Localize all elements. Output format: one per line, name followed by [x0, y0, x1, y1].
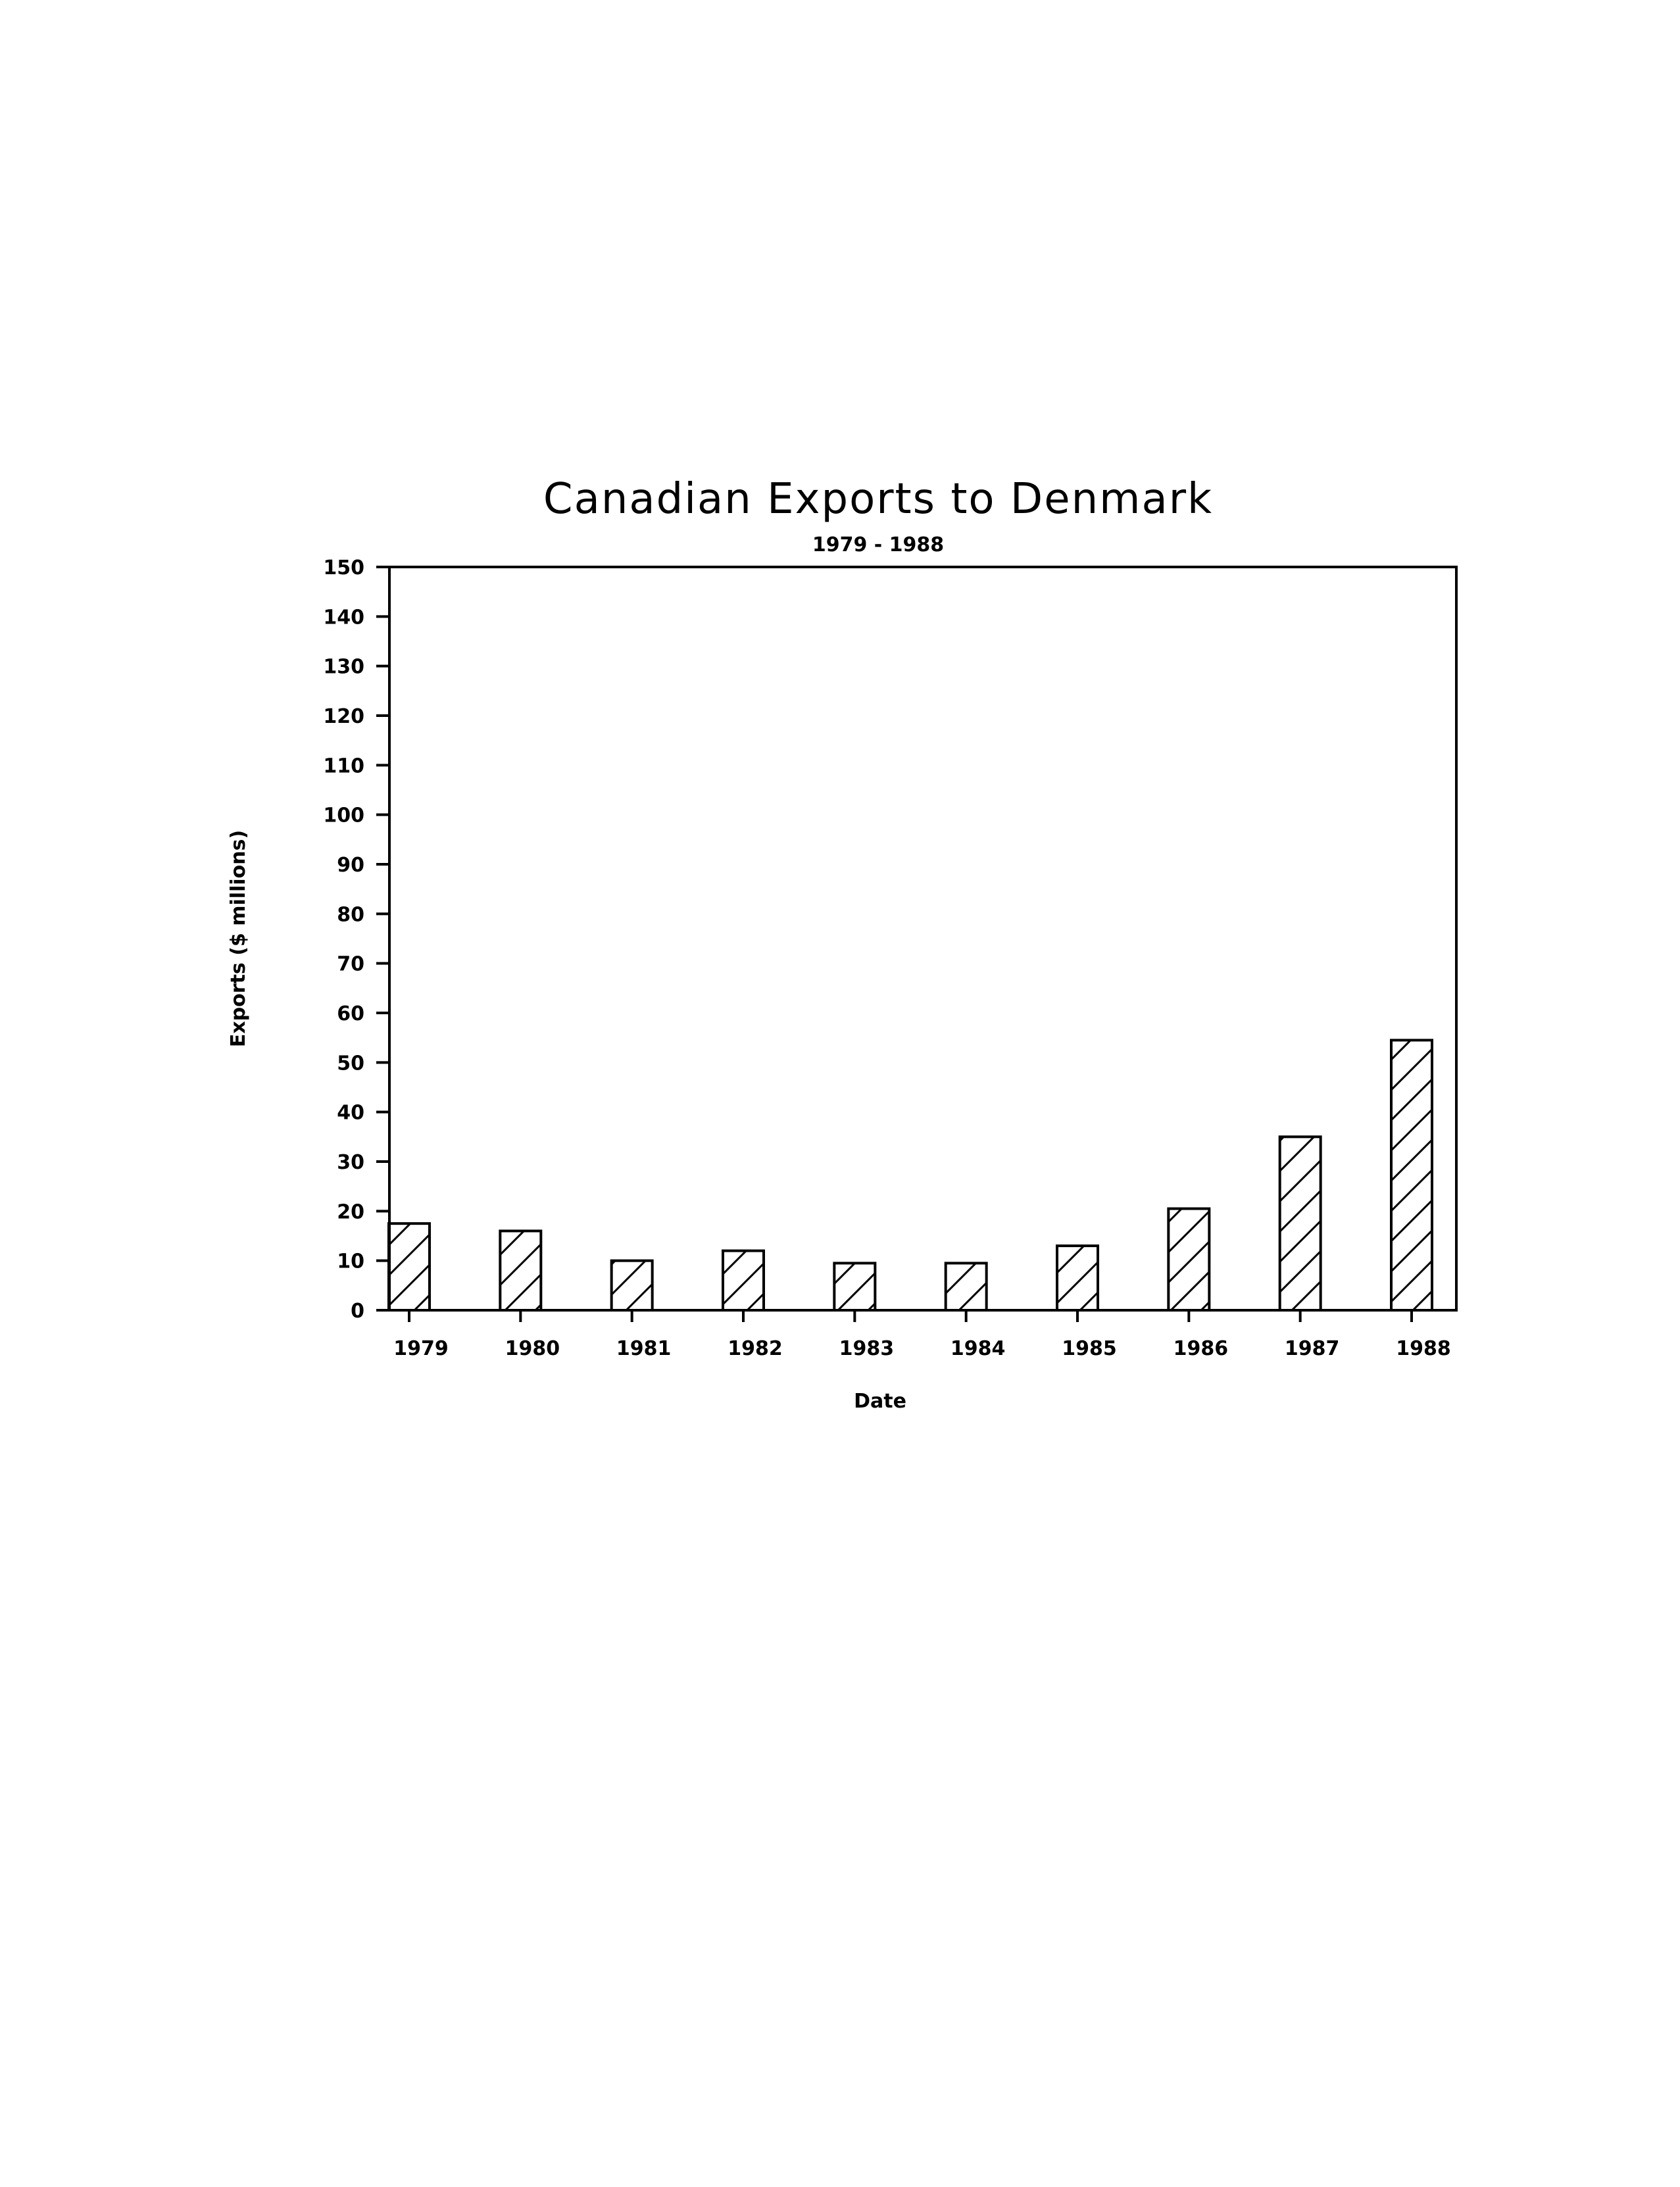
bar-1979 [389, 1223, 430, 1310]
x-tick-label: 1982 [728, 1337, 783, 1360]
y-tick-label: 10 [337, 1250, 364, 1273]
y-tick-label: 40 [337, 1101, 364, 1125]
bar-1985 [1057, 1246, 1098, 1310]
bar-1984 [946, 1263, 987, 1310]
y-tick-label: 70 [337, 952, 364, 976]
y-tick-label: 80 [337, 903, 364, 927]
x-tick-label: 1980 [505, 1337, 560, 1360]
y-tick-label: 60 [337, 1002, 364, 1025]
x-tick-label: 1983 [839, 1337, 895, 1360]
x-axis [393, 1310, 1451, 1360]
x-tick-label: 1981 [616, 1337, 672, 1360]
x-tick-label: 1985 [1062, 1337, 1117, 1360]
y-tick-label: 0 [351, 1300, 364, 1323]
bar-1987 [1280, 1137, 1321, 1310]
y-tick-label: 30 [337, 1151, 364, 1174]
x-axis-label: Date [854, 1390, 906, 1413]
y-tick-label: 130 [323, 655, 364, 679]
y-tick-label: 140 [323, 606, 364, 629]
x-tick-label: 1987 [1284, 1337, 1340, 1360]
bar-1988 [1391, 1040, 1432, 1310]
x-tick-label: 1979 [393, 1337, 449, 1360]
bar-1982 [723, 1251, 764, 1310]
bar-1986 [1168, 1209, 1209, 1310]
y-tick-label: 110 [323, 754, 364, 778]
y-tick-label: 90 [337, 854, 364, 877]
chart-title: Canadian Exports to Denmark [543, 475, 1214, 524]
bars [389, 1040, 1432, 1310]
x-tick-label: 1984 [950, 1337, 1006, 1360]
bar-1980 [500, 1231, 541, 1310]
y-tick-label: 120 [323, 705, 364, 728]
y-tick-label: 20 [337, 1200, 364, 1224]
chart-subtitle: 1979 - 1988 [812, 533, 945, 556]
bar-1983 [834, 1263, 875, 1310]
y-axis-label: Exports ($ millions) [227, 829, 250, 1048]
y-tick-label: 50 [337, 1052, 364, 1075]
y-axis [323, 556, 389, 1323]
x-tick-label: 1988 [1396, 1337, 1451, 1360]
bar-1981 [612, 1261, 653, 1310]
y-tick-label: 100 [323, 804, 364, 827]
y-tick-label: 150 [323, 556, 364, 579]
x-tick-label: 1986 [1173, 1337, 1229, 1360]
